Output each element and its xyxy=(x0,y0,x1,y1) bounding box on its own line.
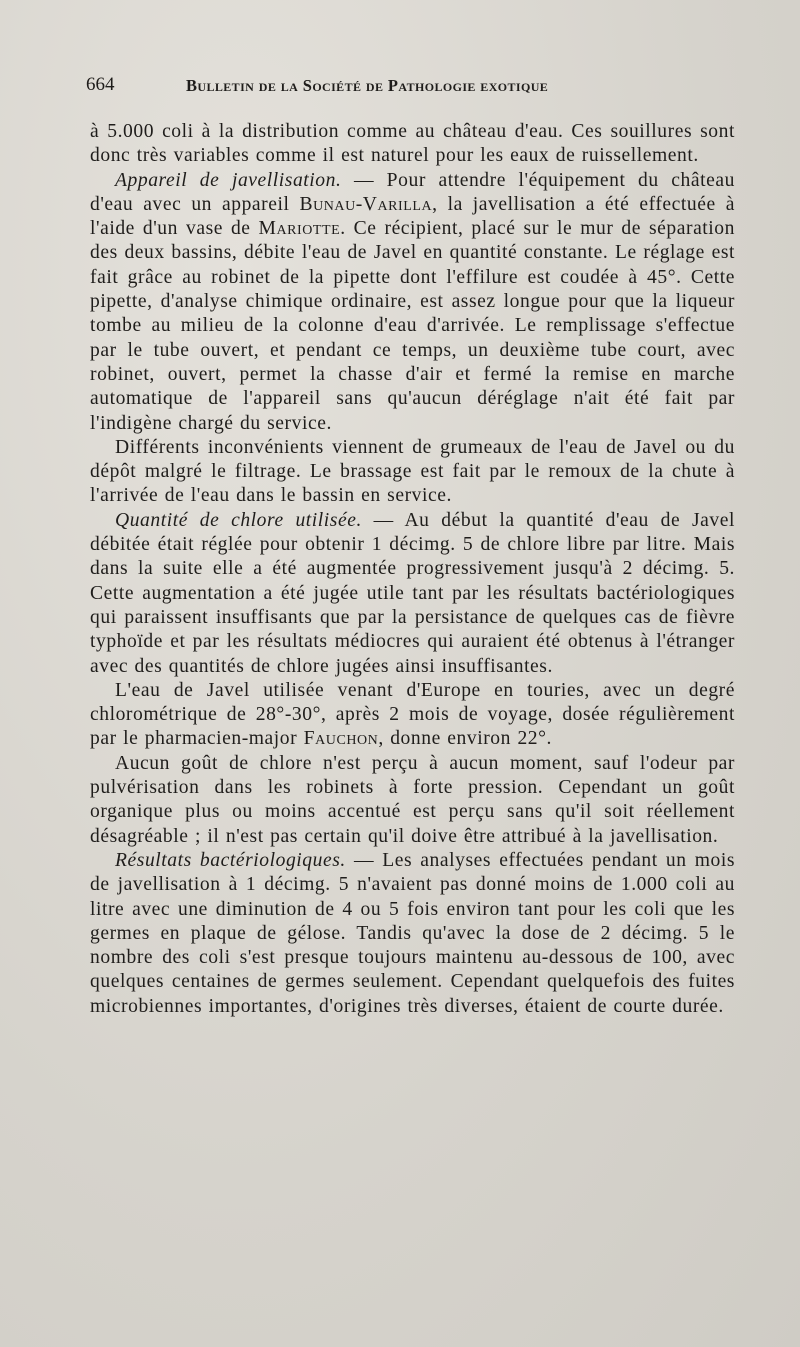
author-name: Fauchon xyxy=(303,728,379,750)
section-heading-apparatus: Appareil de javellisation. xyxy=(115,169,342,191)
paragraph-bacteriological-results: Résultats bactériologiques. — Les analyses effectuées pendant un mois de javellisation à 1 décimg. 5 n'avaient pas donné moins de 1.000 coli au litre avec une diminution de 4 ou 5 fois environ tant pour les coli que les germes en plaque de gélose. Tandis qu'avec la dose de 2 décimg. 5 le nombre des coli s'est presque toujours maintenu au-dessous de 100, avec quelques centaines de germes seulement. Cependant quelquefois des fuites microbiennes importantes, d'origines très diverses, étaient de courte durée. xyxy=(90,849,735,1017)
paragraph-javel-water: L'eau de Javel utilisée venant d'Europe en touries, avec un degré chlorométrique de 28°-30°, après 2 mois de voyage, dosée régulièrement par le pharmacien-major Fauchon, donne environ 22°. xyxy=(90,679,735,750)
paragraph-chlorine-quantity: Quantité de chlore utilisée. — Au début la quantité d'eau de Javel débitée était réglée pour obtenir 1 décimg. 5 de chlore libre par litre. Mais dans la suite elle a été augmentée progressivement jusqu'à 2 décimg. 5. Cette augmentation a été jugée utile tant par les résultats bactériologiques qui paraissent insuffisants que par la persistance de quelques cas de fièvre typhoïde et par les résultats médiocres qui auraient été obtenus à l'étranger avec des quantités de chlore jugées ainsi insuffisantes. xyxy=(90,509,735,677)
running-header xyxy=(86,74,746,104)
journal-title: Bulletin de la Société de Pathologie exotique xyxy=(186,76,549,95)
section-heading-chlorine: Quantité de chlore utilisée. xyxy=(115,509,362,531)
paragraph-inconveniences: Différents inconvénients viennent de grumeaux de l'eau de Javel ou du dépôt malgré le filtrage. Le brassage est fait par le remoux de la chute à l'arrivée de l'eau dans le bassin en service. xyxy=(90,436,735,507)
paragraph-javellisation-apparatus: Appareil de javellisation. — Pour attendre l'équipement du château d'eau avec un appareil Bunau-Varilla, la javellisation a été effectuée à l'aide d'un vase de Mariotte. Ce récipient, placé sur le mur de séparation des deux bassins, débite l'eau de Javel en quantité constante. Le réglage est fait grâce au robinet de la pipette dont l'effilure est coudée à 45°. Cette pipette, d'analyse chimique ordinaire, est assez longue pour que la liqueur tombe au milieu de la colonne d'eau d'arrivée. Le remplissage s'effectue par le tube ouvert, et pendant ce temps, un deuxième tube court, avec robinet, ouvert, permet la chasse d'air et fermé la remise en marche automatique de l'appareil sans qu'aucun déréglage n'ait été fait par l'indigène chargé du service. xyxy=(90,169,735,434)
author-name: Mariotte xyxy=(258,218,341,240)
author-name: Bunau-Varilla xyxy=(299,193,433,215)
body-text xyxy=(90,120,735,1019)
paragraph-continuation: à 5.000 coli à la distribution comme au château d'eau. Ces souillures sont donc très variables comme il est naturel pour les eaux de ruissellement. xyxy=(90,121,735,167)
paragraph-taste: Aucun goût de chlore n'est perçu à aucun moment, sauf l'odeur par pulvérisation dans les robinets à forte pression. Cependant un goût organique plus ou moins accentué est perçu sans qu'il soit réellement désagréable ; il n'est pas certain qu'il doive être attribué à la javellisation. xyxy=(90,752,735,847)
section-heading-results: Résultats bactériologiques. xyxy=(115,849,346,871)
page-number: 664 xyxy=(86,74,115,95)
